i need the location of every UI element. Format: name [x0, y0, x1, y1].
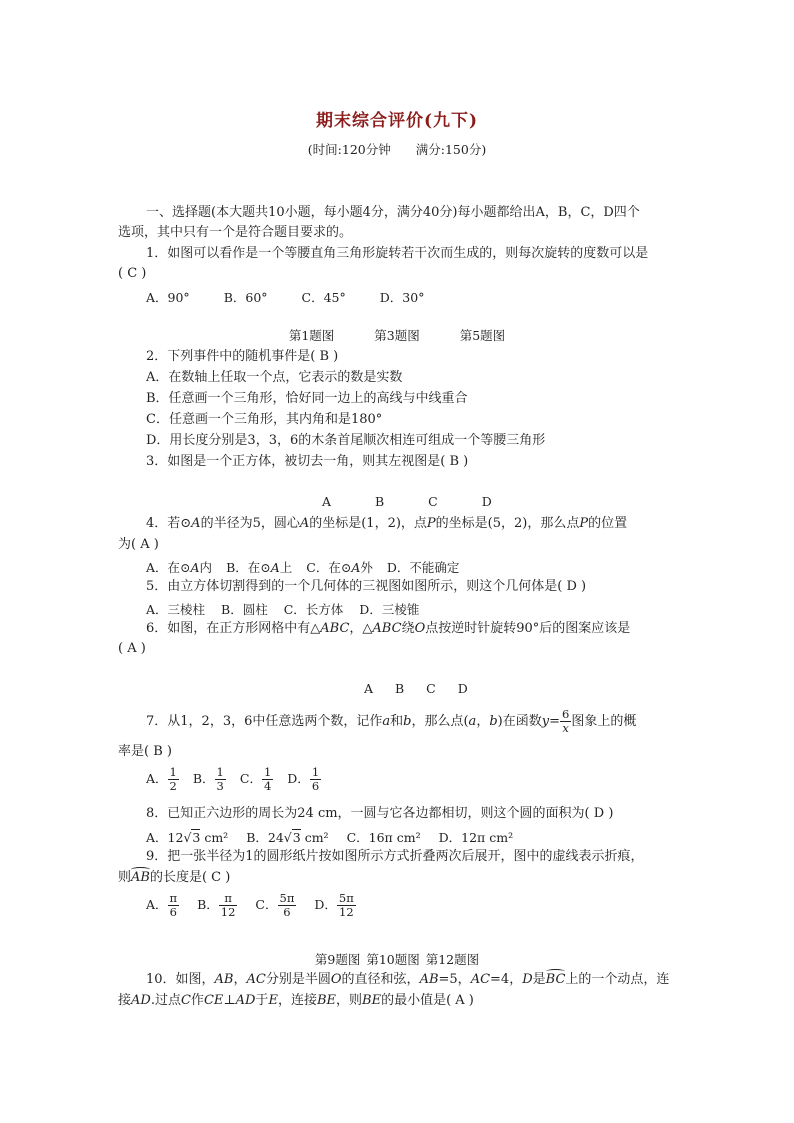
q2-option-b: B．任意画一个三角形，恰好同一边上的高线与中线重合: [146, 391, 468, 406]
q9-option-a: A． $\frac{\pi}{6}$: [146, 891, 178, 919]
exam-title: 期末综合评价(九下): [315, 111, 479, 131]
arc-ab: AB: [131, 870, 150, 885]
q4-option-a: A．在⊙A内: [146, 560, 213, 575]
q3-figure-labels: A B C D: [322, 494, 492, 509]
q9-option-c: C． $\frac{5\pi}{6}$: [255, 891, 295, 919]
q7-stem: 7．从1，2，3，6中任意选两个数，记作a和b，那么点(a，b)在函数y= $\frac{6}{x}$ 图象上的概: [146, 707, 637, 735]
q7-option-d: D． $\frac{1}{6}$: [287, 765, 320, 793]
q10-stem-line2: 接AD.过点C作CE⊥AD于E，连接BE，则BE的最小值是( A ): [118, 993, 474, 1008]
q1-stem: 1．如图可以看作是一个等腰直角三角形旋转若干次而生成的，则每次旋转的度数可以是: [146, 246, 649, 261]
q7-options: [146, 766, 321, 793]
q6-figure-labels: A B C D: [364, 681, 468, 696]
q10-stem: 10．如图，AB，AC分别是半圆O的直径和弦，AB=5，AC=4，D是BC上的一个动点，连: [146, 972, 670, 987]
figure-caption-1: 第1题图 第3题图 第5题图: [288, 328, 506, 343]
q8-option-d: D．12π cm²: [438, 830, 514, 845]
q4-option-d: D．不能确定: [386, 560, 460, 575]
q4-answer: 为( A ): [118, 537, 159, 552]
q7-option-a: A． $\frac{1}{2}$: [146, 765, 177, 793]
q1-option-c: C．45°: [301, 290, 346, 305]
q9-options: [146, 892, 356, 919]
section-heading-line2: 选项，其中只有一个是符合题目要求的。: [118, 225, 353, 240]
arc-bc: BC: [545, 972, 566, 987]
q6-answer: ( A ): [118, 641, 146, 656]
q7-option-c: C． $\frac{1}{4}$: [239, 765, 272, 793]
q5-option-a: A．三棱柱: [146, 602, 206, 617]
q5-options: [146, 600, 419, 618]
q1-option-b: B．60°: [223, 290, 268, 305]
q5-option-d: D．三棱锥: [359, 602, 420, 617]
q2-option-d: D．用长度分别是3，3，6的木条首尾顺次相连可组成一个等腰三角形: [146, 433, 546, 448]
q7-function-fraction: $\frac{6}{x}$: [562, 707, 570, 735]
q5-stem: 5．由立方体切割得到的一个几何体的三视图如图所示，则这个几何体是( D ): [146, 579, 587, 594]
q9-option-d: D． $\frac{5\pi}{12}$: [314, 891, 354, 919]
q6-stem: 6．如图，在正方形网格中有△ABC，△ABC绕O点按逆时针旋转90°后的图案应该是: [146, 621, 631, 636]
q4-options: [146, 558, 459, 576]
q7-answer: 率是( B ): [118, 744, 172, 759]
q8-option-c: C．16π cm²: [346, 830, 421, 845]
q1-option-d: D．30°: [379, 290, 425, 305]
q4-option-b: B．在⊙A上: [226, 560, 293, 575]
q2-option-a: A．在数轴上任取一个点，它表示的数是实数: [146, 370, 403, 385]
q4-option-c: C．在⊙A外: [306, 560, 373, 575]
exam-subtitle: (时间:120分钟 满分:150分): [307, 142, 487, 157]
q7-option-b: B． $\frac{1}{3}$: [192, 765, 224, 793]
q1-options: [146, 288, 458, 306]
figure-caption-2: 第9题图 第10题图 第12题图: [314, 952, 480, 967]
q1-answer: ( C ): [118, 266, 147, 281]
q2-option-c: C．任意画一个三角形，其内角和是180°: [146, 412, 383, 427]
q3-stem: 3．如图是一个正方体，被切去一角，则其左视图是( B ): [146, 454, 469, 469]
q1-option-a: A．90°: [146, 290, 190, 305]
q8-options: [146, 828, 513, 846]
q5-option-c: C．长方体: [283, 602, 344, 617]
q9-stem: 9．把一张半径为1的圆形纸片按如图所示方式折叠两次后展开，图中的虚线表示折痕，: [146, 849, 644, 864]
section-heading-line1: 一、选择题(本大题共10小题，每小题4分，满分40分)每小题都给出A，B，C，D四个: [146, 205, 640, 220]
q5-option-b: B．圆柱: [221, 602, 268, 617]
q4-stem: 4．若⊙A的半径为5，圆心A的坐标是(1，2)，点P的坐标是(5，2)，那么点P的位置: [146, 516, 628, 531]
q8-stem: 8．已知正六边形的周长为24 cm，一圆与它各边都相切，则这个圆的面积为( D ): [146, 806, 614, 821]
q9-stem-line2: 则AB的长度是( C ): [118, 870, 231, 885]
q8-option-a: A．12√3 cm²: [146, 830, 229, 845]
q9-option-b: B． $\frac{\pi}{12}$: [197, 891, 236, 919]
q2-stem: 2．下列事件中的随机事件是( B ): [146, 349, 339, 364]
q8-option-b: B．24√3 cm²: [246, 830, 329, 845]
